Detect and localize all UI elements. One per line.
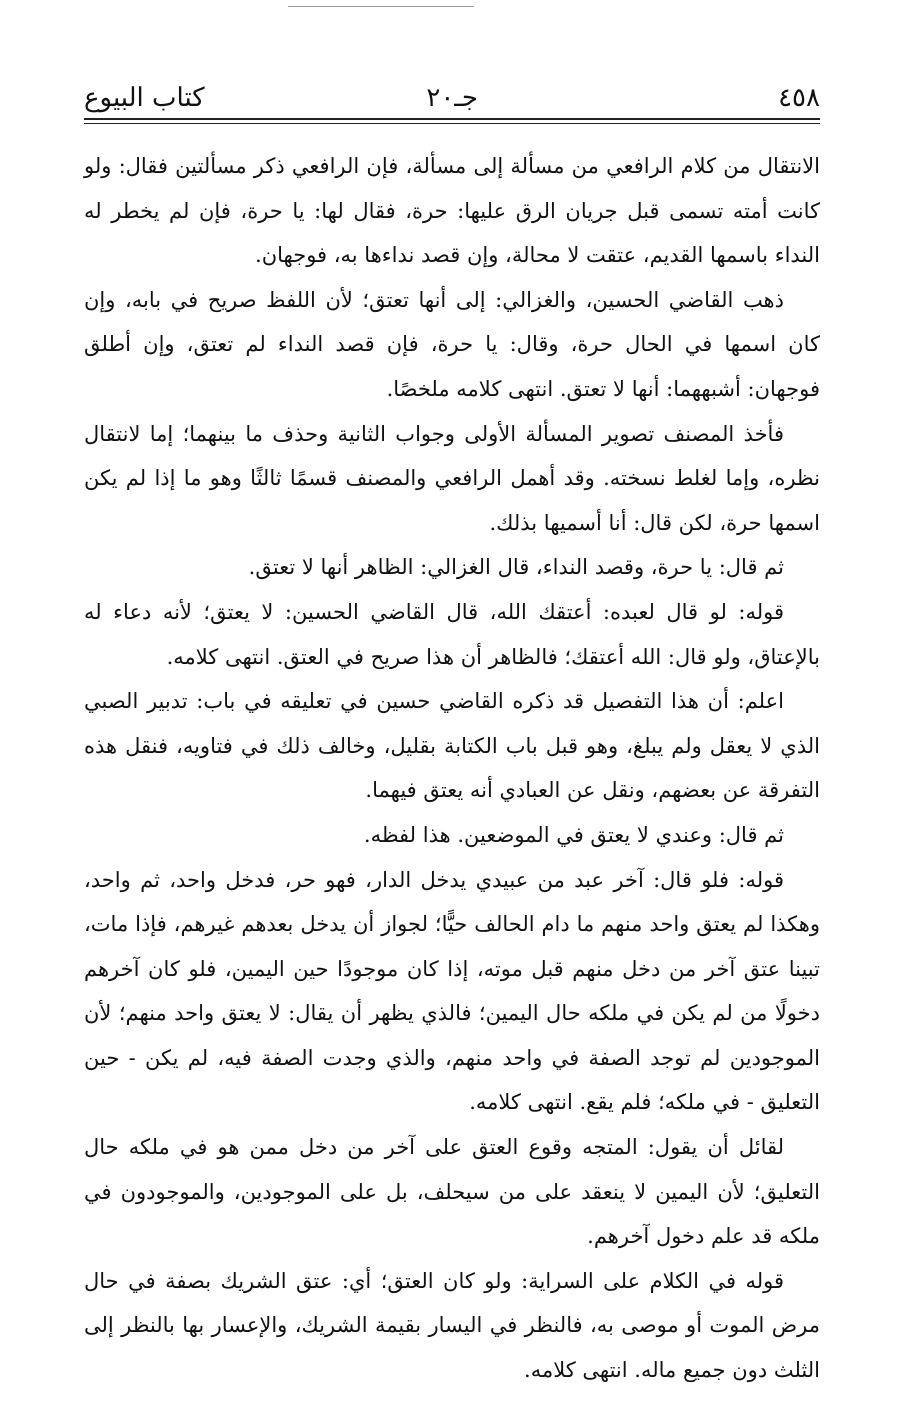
book-page — [84, 78, 820, 1393]
paragraph: الانتقال من كلام الرافعي من مسألة إلى مسألة، فإن الرافعي ذكر مسألتين فقال: ولو كانت أمته تسمى قبل جريان الرق عليها: حرة، فقال لها: يا حرة، فإن لم يخطر له النداء باسمها القديم، عتقت لا محالة، وإن قصد نداءها به، فوجهان. — [84, 154, 820, 268]
paragraph: لقائل أن يقول: المتجه وقوع العتق على آخر من دخل ممن هو في ملكه حال التعليق؛ لأن اليمين لا ينعقد على من سيحلف، بل على الموجودين، والموجودون في ملكه قد علم دخول آخرهم. — [84, 1135, 820, 1249]
paragraph: فأخذ المصنف تصوير المسألة الأولى وجواب الثانية وحذف ما بينهما؛ إما لانتقال نظره، وإما لغلط نسخته. وقد أهمل الرافعي والمصنف قسمًا ثالثًا وهو ما إذا لم يكن اسمها حرة، لكن قال: أنا أسميها بذلك. — [84, 421, 820, 535]
paragraph: قوله: لو قال لعبده: أعتقك الله، قال القاضي الحسين: لا يعتق؛ لأنه دعاء له بالإعتاق، ولو قال: الله أعتقك؛ فالظاهر أن هذا صريح في العتق. انتهى كلامه. — [84, 599, 820, 669]
running-header — [84, 78, 820, 118]
paragraph: ذهب القاضي الحسين، والغزالي: إلى أنها تعتق؛ لأن اللفظ صريح في بابه، وإن كان اسمها في الحال حرة، وقال: يا حرة، فإن قصد النداء لم تعتق، وإن أطلق فوجهان: أشبههما: أنها لا تعتق. انتهى كلامه ملخصًا. — [84, 287, 820, 401]
volume-number: جـ٢٠ — [426, 83, 478, 113]
paragraph: اعلم: أن هذا التفصيل قد ذكره القاضي حسين في تعليقه في باب: تدبير الصبي الذي لا يعقل ولم يبلغ، وهو قبل باب الكتابة بقليل، وخالف ذلك في فتاويه، فنقل هذه التفرقة عن بعضهم، ونقل عن العبادي أنه يعتق فيهما. — [84, 689, 820, 803]
top-decorative-rule — [288, 6, 474, 7]
header-rule — [84, 118, 820, 124]
paragraph: ثم قال: يا حرة، وقصد النداء، قال الغزالي: الظاهر أنها لا تعتق. — [248, 555, 784, 580]
paragraph: قوله: فلو قال: آخر عبد من عبيدي يدخل الدار، فهو حر، فدخل واحد، ثم واحد، وهكذا لم يعتق واحد منهم ما دام الحالف حيًّا؛ لجواز أن يدخل بعدهم غيرهم، فإذا مات، تبينا عتق آخر من دخل منهم قبل موته، إذا كان موجودًا حين اليمين، فلو كان آخرهم دخولًا من لم يكن في ملكه حال اليمين؛ فالذي يظهر أن يقال: لا يعتق واحد منهم؛ لأن الموجودين لم توجد الصفة في واحد منهم، والذي وجدت الصفة فيه، لم يكن - حين التعليق - في ملكه؛ فلم يقع. انتهى كلامه. — [84, 867, 820, 1115]
paragraph: ثم قال: وعندي لا يعتق في الموضعين. هذا لفظه. — [363, 822, 784, 847]
page-number: ٤٥٨ — [778, 83, 820, 113]
paragraph: قوله في الكلام على السراية: ولو كان العتق؛ أي: عتق الشريك بصفة في حال مرض الموت أو موصى به، فالنظر في اليسار بقيمة الشريك، والإعسار بها بالنظر إلى الثلث دون جميع ماله. انتهى كلامه. — [84, 1268, 820, 1383]
book-title: كتاب البيوع — [84, 83, 205, 113]
body-text — [84, 144, 820, 1393]
